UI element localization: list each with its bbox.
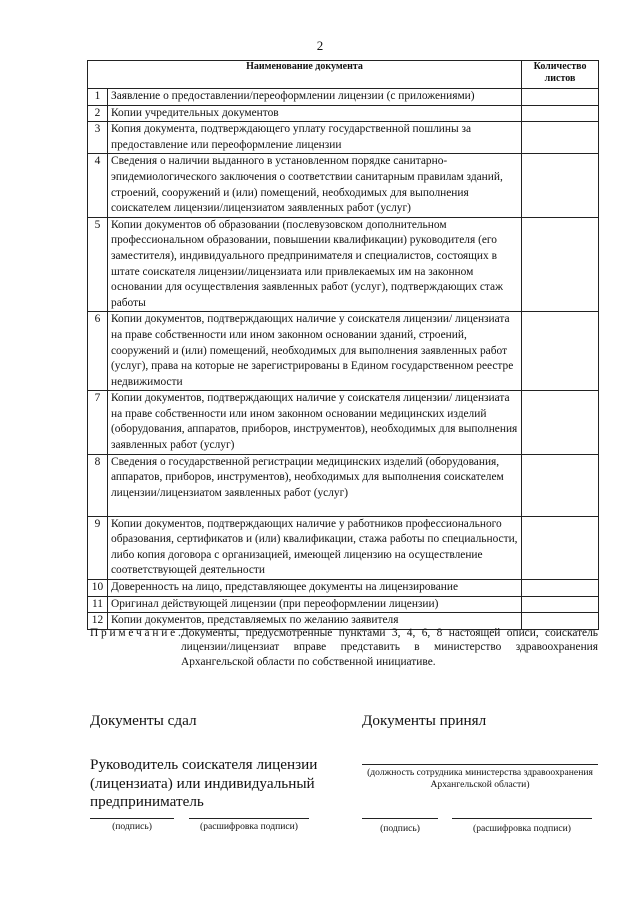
row-number: 5 (88, 217, 108, 312)
table-row (88, 89, 599, 106)
table-row (88, 154, 599, 217)
row-number: 8 (88, 454, 108, 516)
note-label: Примечание. (90, 627, 184, 639)
officer-signature-line (362, 818, 438, 819)
submitted-by-block (90, 712, 340, 812)
row-number: 3 (88, 122, 108, 154)
table-row (88, 391, 599, 454)
row-sheet-count (522, 596, 599, 613)
submitter-signature-line (90, 818, 174, 819)
officer-signature-caption: (подпись) (380, 823, 420, 834)
accepted-by-block (362, 712, 602, 730)
table-row (88, 516, 599, 579)
table-row (88, 122, 599, 154)
row-document-name: Копии документов, подтверждающих наличие у соискателя лицензии/ лицензиата на праве собственности или ином законном основании зданий, строений, сооружений и (или) помещений, необходимых для выполнения заявленных работ (услуг), права на которые не зарегистрированы в Едином государственном реестре недвижимости (108, 312, 522, 391)
row-sheet-count (522, 122, 599, 154)
table-row (88, 312, 599, 391)
row-number: 4 (88, 154, 108, 217)
submitter-signature-caption: (подпись) (112, 821, 152, 832)
note (90, 626, 598, 669)
row-sheet-count (522, 105, 599, 122)
submitter-decoding-line (189, 818, 309, 819)
submitted-heading: Документы сдал (90, 712, 197, 729)
row-document-name: Оригинал действующей лицензии (при переоформлении лицензии) (108, 596, 522, 613)
row-document-name: Копии документов, представляемых по желанию заявителя (108, 613, 522, 630)
row-sheet-count (522, 217, 599, 312)
row-number: 2 (88, 105, 108, 122)
row-document-name: Копии учредительных документов (108, 105, 522, 122)
row-document-name: Заявление о предоставлении/переоформлении лицензии (с приложениями) (108, 89, 522, 106)
row-number: 10 (88, 580, 108, 597)
table-row (88, 217, 599, 312)
row-number: 12 (88, 613, 108, 630)
row-document-name: Копия документа, подтверждающего уплату государственной пошлины за предоставление или переоформление лицензии (108, 122, 522, 154)
row-sheet-count (522, 391, 599, 454)
row-document-name: Доверенность на лицо, представляющее документы на лицензирование (108, 580, 522, 597)
table-row (88, 580, 599, 597)
header-sheet-count: Количество листов (522, 61, 599, 89)
table-row (88, 596, 599, 613)
submitter-role: Руководитель соискателя лицензии (лицензиата) или индивидуальный предприниматель (90, 756, 318, 810)
row-sheet-count (522, 154, 599, 217)
accepted-heading: Документы принял (362, 712, 487, 729)
row-number: 6 (88, 312, 108, 391)
header-document-name: Наименование документа (88, 61, 522, 89)
officer-decoding-caption: (расшифровка подписи) (473, 823, 571, 834)
row-document-name: Сведения о государственной регистрации медицинских изделий (оборудования, аппаратов, приборов, инструментов), необходимых для выполнения соискателем лицензии/лицензиатом заявленных работ (услуг) (108, 454, 522, 516)
row-document-name: Копии документов об образовании (послевузовском дополнительном профессиональном образовании, повышении квалификации) руководителя (его заместителя), индивидуального предпринимателя и специалистов, состоящих в штате соискателя лицензии/лицензиата или привлекаемых им на законном основании для осуществления заявленных работ (услуг), подтверждающих стаж работы (108, 217, 522, 312)
row-document-name: Копии документов, подтверждающих наличие у соискателя лицензии/ лицензиата на праве собственности или ином законном основании медицинских изделий (оборудования, аппаратов, приборов, инструментов), необходимых для выполнения заявленных работ (услуг) (108, 391, 522, 454)
row-sheet-count (522, 312, 599, 391)
row-document-name: Сведения о наличии выданного в установленном порядке санитарно-эпидемиологического заключения о соответствии санитарным правилам зданий, строений, сооружений и (или) помещений, необходимых для выполнения соискателем лицензии/лицензиатом заявленных работ (услуг) (108, 154, 522, 217)
row-number: 1 (88, 89, 108, 106)
documents-table (87, 60, 599, 630)
row-sheet-count (522, 89, 599, 106)
officer-position-line (362, 764, 598, 765)
table-row (88, 105, 599, 122)
row-number: 7 (88, 391, 108, 454)
row-number: 11 (88, 596, 108, 613)
row-number: 9 (88, 516, 108, 579)
row-sheet-count (522, 580, 599, 597)
row-sheet-count (522, 454, 599, 516)
table-header-row (88, 61, 599, 89)
table-row (88, 454, 599, 516)
row-document-name: Копии документов, подтверждающих наличие у работников профессионального образования, сертификатов и (или) квалификации, стажа работы по специальности, либо копия договора с организацией, имеющей лицензию на осуществление соответствующей деятельности (108, 516, 522, 579)
page-number: 2 (316, 38, 324, 53)
officer-position-caption: (должность сотрудника министерства здравоохранения Архангельской области) (367, 767, 593, 790)
row-sheet-count (522, 516, 599, 579)
note-text: Документы, предусмотренные пунктами 3, 4, 6, 8 настоящей описи, соискатель лицензии/лицензиат вправе представить в министерство здравоохранения Архангельской области по собственной инициативе. (181, 627, 598, 668)
officer-decoding-line (452, 818, 592, 819)
submitter-decoding-caption: (расшифровка подписи) (200, 821, 298, 832)
